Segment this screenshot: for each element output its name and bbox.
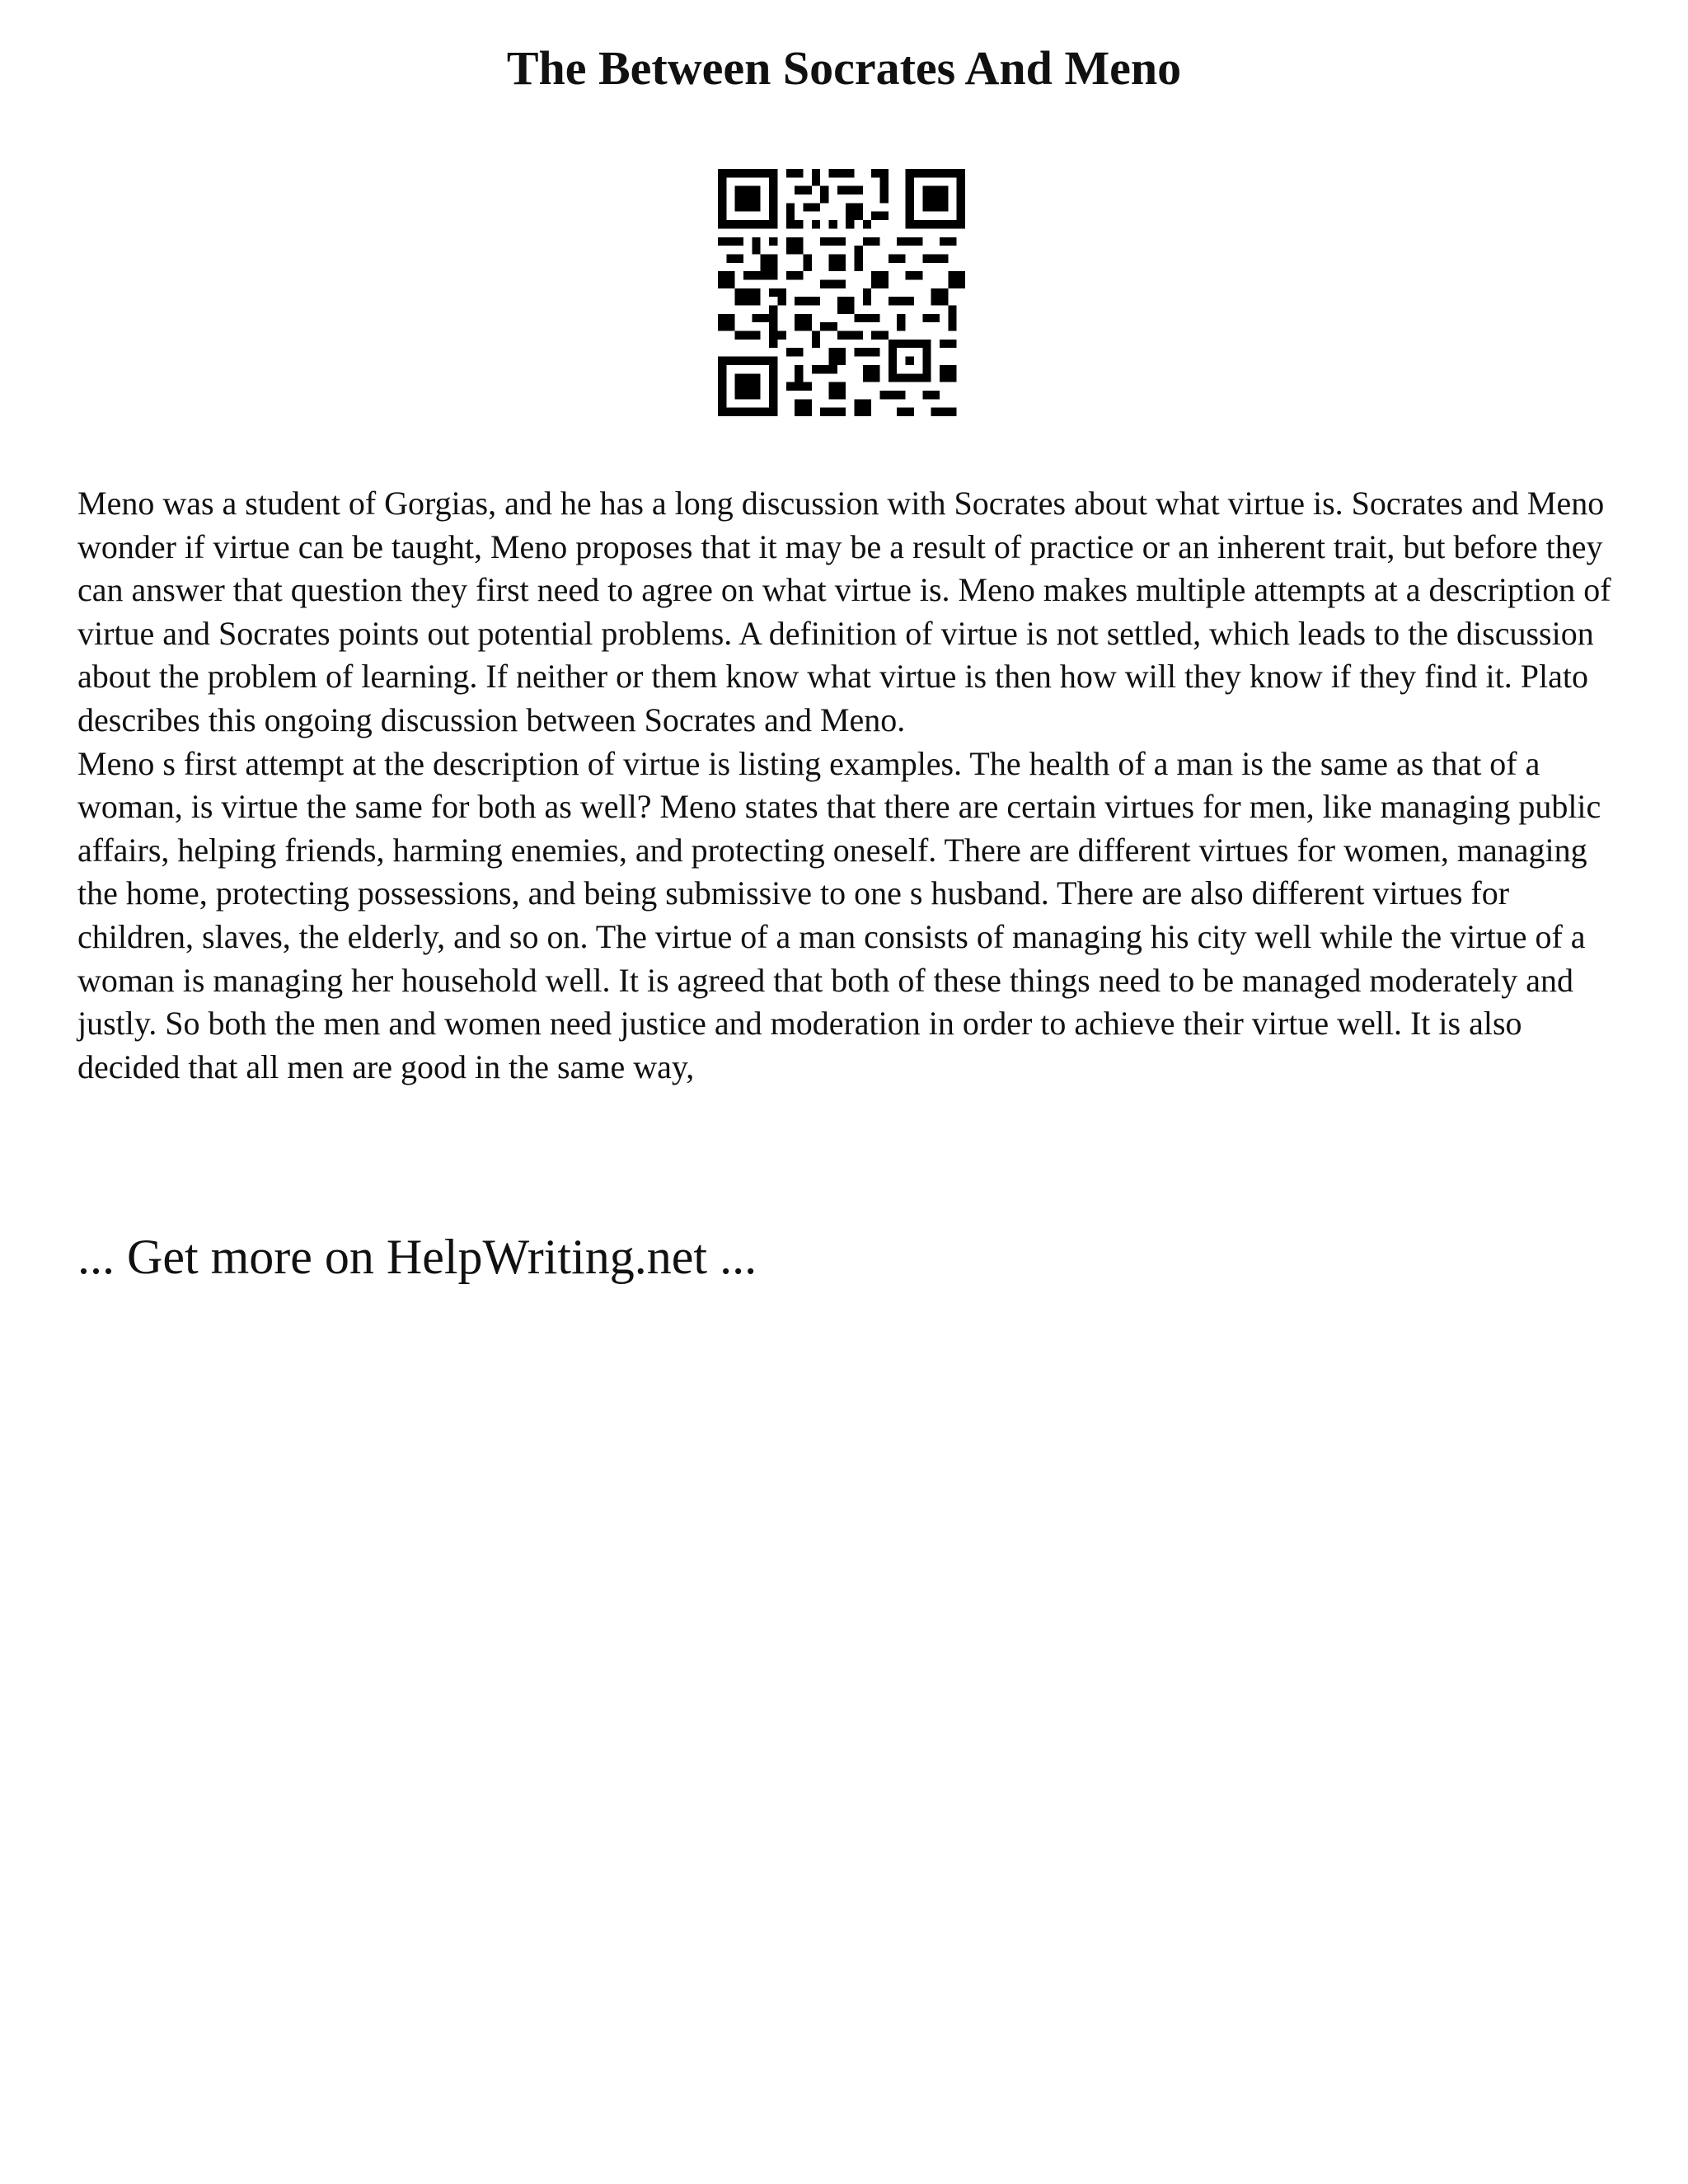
get-more-link[interactable]: ... Get more on HelpWriting.net ... (77, 1230, 757, 1284)
paragraph-1: Meno was a student of Gorgias, and he has a long discussion with Socrates about what virtue is. Socrates and Meno wonder if virtue can be taught, Meno proposes that it may be a result of practice or an inherent trait, but before they can answer that question they first need to agree on what virtue is. Meno makes multiple attempts at a description of virtue and Socrates points out potential problems. A definition of virtue is not settled, which leads to the discussion about the problem of learning. If neither or them know what virtue is then how will they know if they find it. Plato describes this ongoing discussion between Socrates and Meno. (77, 485, 1611, 738)
paragraph-2: Meno s first attempt at the description of virtue is listing examples. The health of a man is the same as that of a woman, is virtue the same for both as well? Meno states that there are certain virtues for men, like managing public affairs, helping friends, harming enemies, and protecting oneself. There are different virtues for women, managing the home, protecting possessions, and being submissive to one s husband. There are also different virtues for children, slaves, the elderly, and so on. The virtue of a man consists of managing his city well while the virtue of a woman is managing her household well. It is agreed that both of these things need to be managed moderately and justly. So both the men and women need justice and moderation in order to achieve their virtue well. It is also decided that all men are good in the same way, (77, 744, 1601, 1085)
qr-code (718, 169, 965, 416)
qr-code-graphic (718, 169, 965, 416)
body-text (77, 482, 1627, 1089)
page-title: The Between Socrates And Meno (506, 41, 1182, 95)
